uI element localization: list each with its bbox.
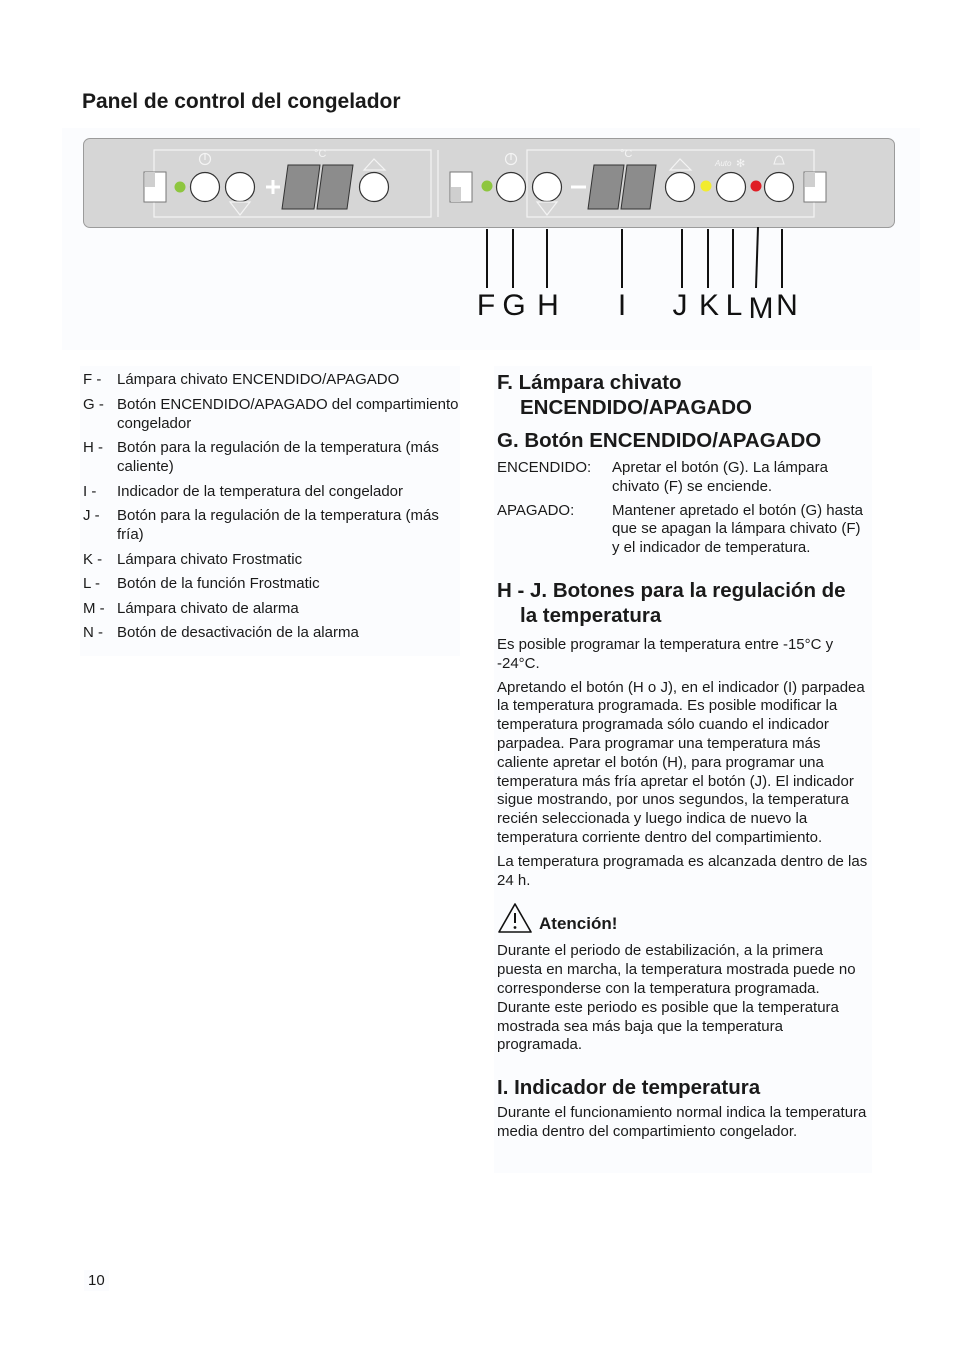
legend-item	[80, 438, 460, 476]
svg-text:Auto: Auto	[715, 159, 732, 168]
page-number: 10	[84, 1270, 109, 1291]
warning-text: Durante el periodo de estabilización, a la primera puesta en marcha, la temperatura mostrada puede no corresponderse con la temperatura programada. Durante este periodo es posible que la temperatura mostrada sea más baja que la temperatura programada.	[497, 942, 856, 1054]
callout-I: I	[617, 289, 627, 322]
callout-F: F	[476, 289, 496, 322]
legend-key: H -	[83, 439, 103, 456]
definition-off-value: Mantener apretado el botón (G) hasta que se apagan la lámpara chivato (F) y el indicador de temperatura.	[612, 501, 863, 557]
definition-off	[497, 502, 872, 558]
callout-H: H	[537, 289, 559, 322]
legend-key: M -	[83, 599, 105, 617]
legend-key: I -	[83, 482, 97, 500]
hj-paragraph-2: Apretando el botón (H o J), en el indicador (I) parpadea la temperatura programada. Es posible modificar la temperatura programada sólo cuando el indicador parpadea. Para programar una temperatura más caliente apretar el botón (H), para programar una temperatura más fría apretar el botón (J). El indicador sigue mostrando, por unos segundos, la temperatura recién seleccionada y luego indica de nuevo la temperatura corriente dentro del compartimiento.	[497, 678, 865, 846]
heading-g: G. Botón ENCENDIDO/APAGADO	[497, 429, 822, 452]
definition-off-key: APAGADO:	[497, 501, 575, 519]
legend-text: Botón de la función Frostmatic	[117, 575, 320, 592]
legend-key: G -	[83, 395, 104, 413]
legend-text: Botón de desactivación de la alarma	[117, 624, 359, 641]
callout-L: L	[725, 289, 743, 322]
instructions-column	[494, 366, 872, 1173]
svg-text:✻: ✻	[736, 157, 746, 170]
svg-text:°C: °C	[314, 148, 327, 160]
callout-G: G	[502, 289, 526, 322]
legend-item	[80, 550, 460, 569]
warning-title: Atención!	[539, 914, 618, 934]
heading-f-line2: ENCENDIDO/APAGADO	[520, 396, 752, 419]
legend-text: Botón para la regulación de la temperatura (más caliente)	[117, 439, 439, 475]
legend-item	[80, 623, 460, 642]
legend-list	[80, 366, 460, 656]
legend-item	[80, 395, 460, 433]
legend-text: Botón ENCENDIDO/APAGADO del compartimiento congelador	[117, 395, 459, 432]
legend-key: F -	[83, 371, 102, 388]
warning-triangle-icon	[497, 902, 533, 934]
hj-paragraph-3: La temperatura programada es alcanzada dentro de las 24 h.	[497, 852, 868, 889]
legend-key: N -	[83, 624, 103, 641]
callout-J: J	[672, 289, 688, 322]
legend-item	[80, 574, 460, 593]
hj-paragraph-1: Es posible programar la temperatura entre -15°C y -24°C.	[497, 635, 834, 672]
legend-text: Indicador de la temperatura del congelador	[117, 482, 404, 500]
legend-key: J -	[83, 507, 100, 524]
heading-hj	[497, 578, 872, 628]
legend-text: Lámpara chivato Frostmatic	[117, 550, 303, 568]
legend-item	[80, 599, 460, 618]
heading-f	[497, 370, 872, 420]
definition-on-key: ENCENDIDO:	[497, 459, 592, 476]
control-panel-diagram	[62, 128, 920, 350]
heading-hj-line1: H - J. Botones para la regulación de	[497, 578, 846, 602]
callout-M: M	[748, 292, 774, 325]
legend-item	[80, 482, 460, 501]
legend-item	[80, 506, 460, 544]
legend-text: Lámpara chivato ENCENDIDO/APAGADO	[117, 371, 400, 388]
callout-K: K	[698, 289, 720, 322]
legend-item	[80, 370, 460, 389]
legend-key: K -	[83, 550, 103, 568]
heading-hj-line2: la temperatura	[520, 603, 662, 627]
heading-i: I. Indicador de temperatura	[497, 1076, 761, 1100]
i-paragraph: Durante el funcionamiento normal indica la temperatura media dentro del compartimiento congelador.	[497, 1104, 867, 1140]
section-title: Panel de control del congelador	[82, 90, 401, 113]
heading-f-line1: F. Lámpara chivato	[497, 371, 682, 394]
definition-on	[497, 459, 872, 497]
legend-text: Lámpara chivato de alarma	[117, 599, 299, 617]
warning-heading	[497, 902, 872, 934]
legend-text: Botón para la regulación de la temperatura (más fría)	[117, 507, 439, 543]
definition-on-value: Apretar el botón (G). La lámpara chivato (F) se enciende.	[612, 459, 828, 495]
callout-N: N	[776, 289, 798, 322]
svg-text:°C: °C	[620, 148, 633, 160]
legend-key: L -	[83, 575, 100, 592]
